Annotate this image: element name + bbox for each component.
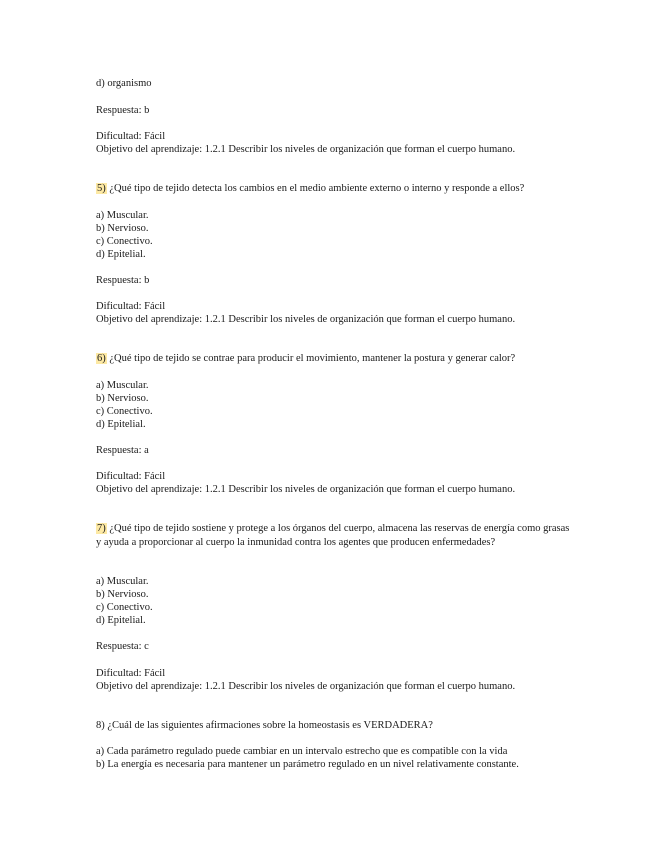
q5-option-b: b) Nervioso. <box>96 223 149 234</box>
q5-number: 5) <box>97 183 106 194</box>
q6-objective: Objetivo del aprendizaje: 1.2.1 Describir los niveles de organización que forman el cuerpo humano. <box>96 484 516 495</box>
q6-option-c: c) Conectivo. <box>96 406 153 417</box>
q6-text: ¿Qué tipo de tejido se contrae para producir el movimiento, mantener la postura y generar calor? <box>109 353 516 364</box>
q6-number: 6) <box>97 353 106 364</box>
q6-difficulty: Dificultad: Fácil <box>96 471 166 482</box>
q6-answer: Respuesta: a <box>96 445 149 456</box>
q5-option-a: a) Muscular. <box>96 210 149 221</box>
q5-question <box>96 182 524 195</box>
q7-option-b: b) Nervioso. <box>96 589 149 600</box>
q7-number: 7) <box>97 523 106 534</box>
q7-text: ¿Qué tipo de tejido sostiene y protege a los órganos del cuerpo, almacena las reservas de energía como grasas y ayuda a proporcionar al cuerpo la inmunidad contra los agentes que producen enfermedades? <box>96 523 570 548</box>
q5-answer: Respuesta: b <box>96 275 150 286</box>
q6-question <box>96 352 515 365</box>
q7-objective: Objetivo del aprendizaje: 1.2.1 Describir los niveles de organización que forman el cuerpo humano. <box>96 681 516 692</box>
q6-option-b: b) Nervioso. <box>96 393 149 404</box>
q8-question: 8) ¿Cuál de las siguientes afirmaciones sobre la homeostasis es VERDADERA? <box>96 720 433 731</box>
q7-answer: Respuesta: c <box>96 641 149 652</box>
q4-option-d: d) organismo <box>96 78 152 89</box>
q4-answer: Respuesta: b <box>96 105 150 116</box>
q5-option-d: d) Epitelial. <box>96 249 146 260</box>
q6-option-d: d) Epitelial. <box>96 419 146 430</box>
q5-difficulty: Dificultad: Fácil <box>96 301 166 312</box>
q7-option-a: a) Muscular. <box>96 576 149 587</box>
q5-text: ¿Qué tipo de tejido detecta los cambios en el medio ambiente externo o interno y responde a ellos? <box>109 183 525 194</box>
q5-option-c: c) Conectivo. <box>96 236 153 247</box>
q6-option-a: a) Muscular. <box>96 380 149 391</box>
q7-option-d: d) Epitelial. <box>96 615 146 626</box>
q8-option-a: a) Cada parámetro regulado puede cambiar en un intervalo estrecho que es compatible con la vida <box>96 746 508 757</box>
q4-objective: Objetivo del aprendizaje: 1.2.1 Describir los niveles de organización que forman el cuerpo humano. <box>96 144 516 155</box>
q4-difficulty: Dificultad: Fácil <box>96 131 166 142</box>
document-page <box>96 0 616 848</box>
q7-difficulty: Dificultad: Fácil <box>96 668 166 679</box>
q7-question <box>96 522 576 549</box>
q5-objective: Objetivo del aprendizaje: 1.2.1 Describir los niveles de organización que forman el cuerpo humano. <box>96 314 516 325</box>
q8-option-b: b) La energía es necesaria para mantener un parámetro regulado en un nivel relativamente constante. <box>96 759 519 770</box>
q7-option-c: c) Conectivo. <box>96 602 153 613</box>
